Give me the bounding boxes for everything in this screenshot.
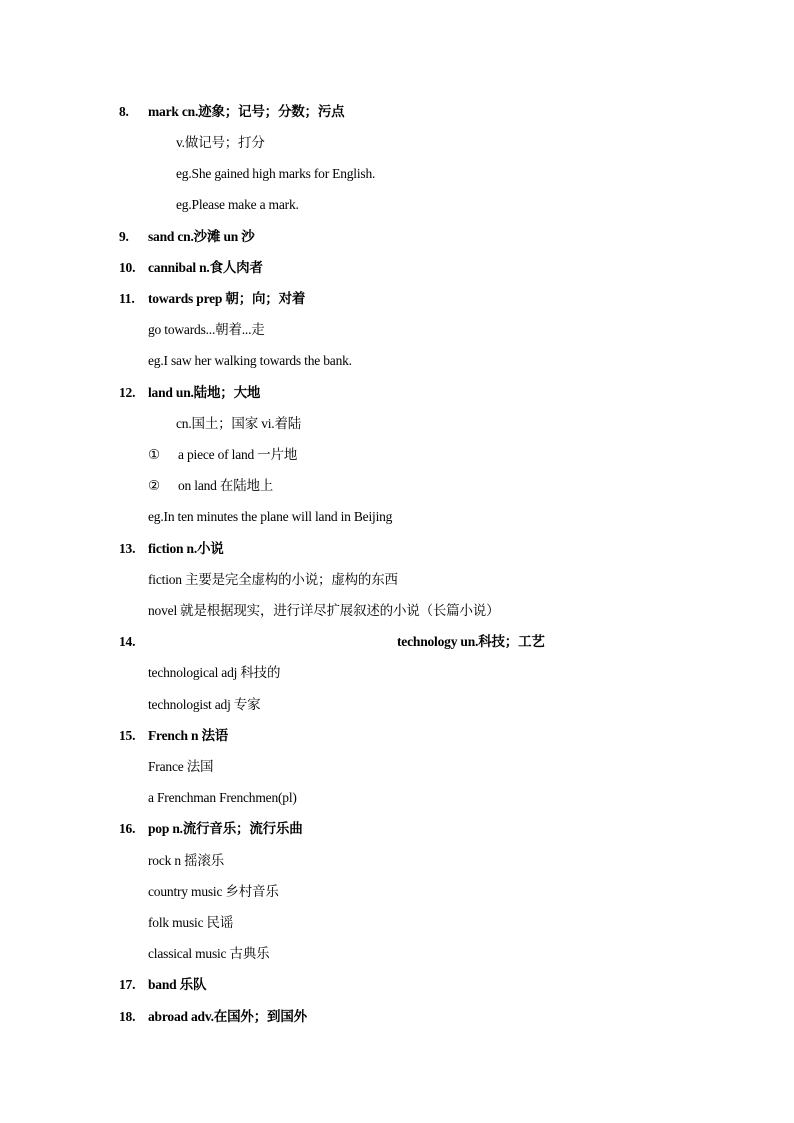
entry-headword: pop n.流行音乐；流行乐曲 [148, 821, 303, 836]
entry-line: fiction 主要是完全虚构的小说；虚构的东西 [148, 572, 398, 587]
entry-number: 14. [119, 634, 136, 649]
entry-headword: technology un.科技；工艺 [397, 634, 545, 649]
example-sentence: eg.She gained high marks for English. [176, 166, 376, 181]
example-sentence: eg.In ten minutes the plane will land in Beijing [148, 509, 393, 524]
entry-line: on land 在陆地上 [178, 478, 274, 493]
entry-line: go towards...朝着...走 [148, 322, 265, 337]
entry-headword: abroad adv.在国外；到国外 [148, 1009, 307, 1024]
entry-number: 15. [119, 728, 136, 743]
entry-headword: sand cn.沙滩 un 沙 [148, 229, 255, 244]
entry-number: 13. [119, 541, 136, 556]
entry-headword: French n 法语 [148, 728, 229, 743]
entry-line: rock n 摇滚乐 [148, 853, 224, 868]
entry-line: novel 就是根据现实，进行详尽扩展叙述的小说（长篇小说） [148, 603, 500, 618]
entry-number: 9. [119, 229, 129, 244]
entry-headword: land un.陆地；大地 [148, 385, 261, 400]
entry-line: folk music 民谣 [148, 915, 234, 930]
entry-line: technological adj 科技的 [148, 665, 281, 680]
circled-number-two: ② [148, 478, 160, 493]
entry-number: 18. [119, 1009, 136, 1024]
circled-number-one: ① [148, 447, 160, 462]
entry-headword: towards prep 朝；向；对着 [148, 291, 306, 306]
entry-number: 11. [119, 291, 135, 306]
entry-line: cn.国土；国家 vi.着陆 [176, 416, 302, 431]
entry-number: 8. [119, 104, 129, 119]
example-sentence: eg.I saw her walking towards the bank. [148, 353, 352, 368]
entry-headword: band 乐队 [148, 977, 207, 992]
entry-line: v.做记号；打分 [176, 135, 265, 150]
entry-number: 17. [119, 977, 136, 992]
entry-line: France 法国 [148, 759, 214, 774]
entry-line: technologist adj 专家 [148, 697, 261, 712]
entry-headword: mark cn.迹象；记号；分数；污点 [148, 104, 345, 119]
entry-number: 16. [119, 821, 136, 836]
example-sentence: eg.Please make a mark. [176, 197, 299, 212]
entry-line: a Frenchman Frenchmen(pl) [148, 790, 297, 805]
entry-number: 10. [119, 260, 136, 275]
entry-number: 12. [119, 385, 136, 400]
entry-line: country music 乡村音乐 [148, 884, 279, 899]
entry-headword: fiction n.小说 [148, 541, 224, 556]
entry-line: classical music 古典乐 [148, 946, 270, 961]
entry-headword: cannibal n.食人肉者 [148, 260, 263, 275]
entry-line: a piece of land 一片地 [178, 447, 298, 462]
